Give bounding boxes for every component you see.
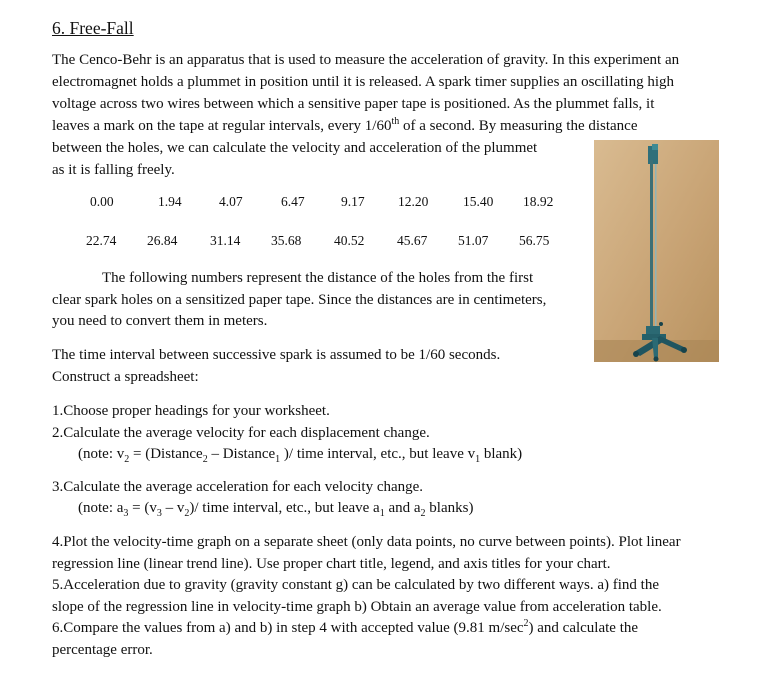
apparatus-illustration (594, 140, 719, 362)
intro-line-5: between the holes, we can calculate the velocity and acceleration of the plummet (52, 140, 538, 156)
step-5-line-2: slope of the regression line in velocity-time graph b) Obtain an average value from acceleration table. (52, 599, 662, 615)
para2-line-3: you need to convert them in meters. (52, 313, 268, 329)
distance-value: 35.68 (271, 233, 302, 248)
step-6-line-2: percentage error. (52, 642, 153, 658)
step-4-line-1: 4.Plot the velocity-time graph on a separate sheet (only data points, no curve between points). Plot linear (52, 534, 681, 550)
intro-line-6: as it is falling freely. (52, 162, 175, 178)
step-5-line-1: 5.Acceleration due to gravity (gravity constant g) can be calculated by two different ways. a) find the (52, 577, 659, 593)
distance-value: 31.14 (210, 233, 241, 248)
step-2: 2.Calculate the average velocity for each displacement change. (52, 425, 430, 441)
para2-line-2: clear spark holes on a sensitized paper tape. Since the distances are in centimeters, (52, 292, 547, 308)
step-2-note: (note: $v_2$ = (Distance$_2$ – Distance$_1$ )/ time interval, etc., but leave $v_1$ blank) (78, 446, 523, 465)
distance-value: 12.20 (398, 194, 429, 209)
distance-value: 18.92 (523, 194, 554, 209)
distance-value: 51.07 (458, 233, 489, 248)
distance-value: 15.40 (463, 194, 494, 209)
step-4-line-2: regression line (linear trend line). Use proper chart title, legend, and axis titles for your chart. (52, 556, 611, 572)
distance-value: 9.17 (341, 194, 365, 209)
distance-value: 45.67 (397, 233, 428, 248)
intro-line-1: The Cenco-Behr is an apparatus that is used to measure the acceleration of gravity. In this experiment an (52, 52, 680, 68)
para3-line-2: Construct a spreadsheet: (52, 369, 199, 385)
section-title: 6. Free-Fall (52, 18, 134, 38)
step-1: 1.Choose proper headings for your worksheet. (52, 403, 330, 419)
distance-value: 26.84 (147, 233, 178, 248)
intro-line-3: voltage across two wires between which a sensitive paper tape is positioned. As the plummet falls, it (52, 96, 655, 112)
distance-value: 6.47 (281, 194, 305, 209)
distance-value: 1.94 (158, 194, 182, 209)
intro-line-4: leaves a mark on the tape at regular intervals, every 1/60th of a second. By measuring the distance (52, 116, 638, 134)
para2-line-1: The following numbers represent the distance of the holes from the first (102, 270, 534, 286)
distance-value: 22.74 (86, 233, 117, 248)
distance-value: 56.75 (519, 233, 550, 248)
distance-value: 4.07 (219, 194, 243, 209)
step-3-note: (note: $a_3 = (v_3 - v_2)/$ time interval, etc., but leave $a_1$ and $a_2$ blanks) (78, 500, 474, 519)
apparatus-photo (594, 140, 719, 362)
step-3: 3.Calculate the average acceleration for each velocity change. (52, 479, 424, 495)
para3-line-1: The time interval between successive spark is assumed to be 1/60 seconds. (52, 347, 501, 363)
intro-line-2: electromagnet holds a plummet in position until it is released. A spark timer supplies an oscillating high (52, 74, 674, 90)
step-6-line-1: 6.Compare the values from a) and b) in step 4 with accepted value (9.81 $m/\sec^2$) and calculate the (52, 618, 639, 636)
distance-value: 40.52 (334, 233, 365, 248)
distance-value: 0.00 (90, 194, 114, 209)
